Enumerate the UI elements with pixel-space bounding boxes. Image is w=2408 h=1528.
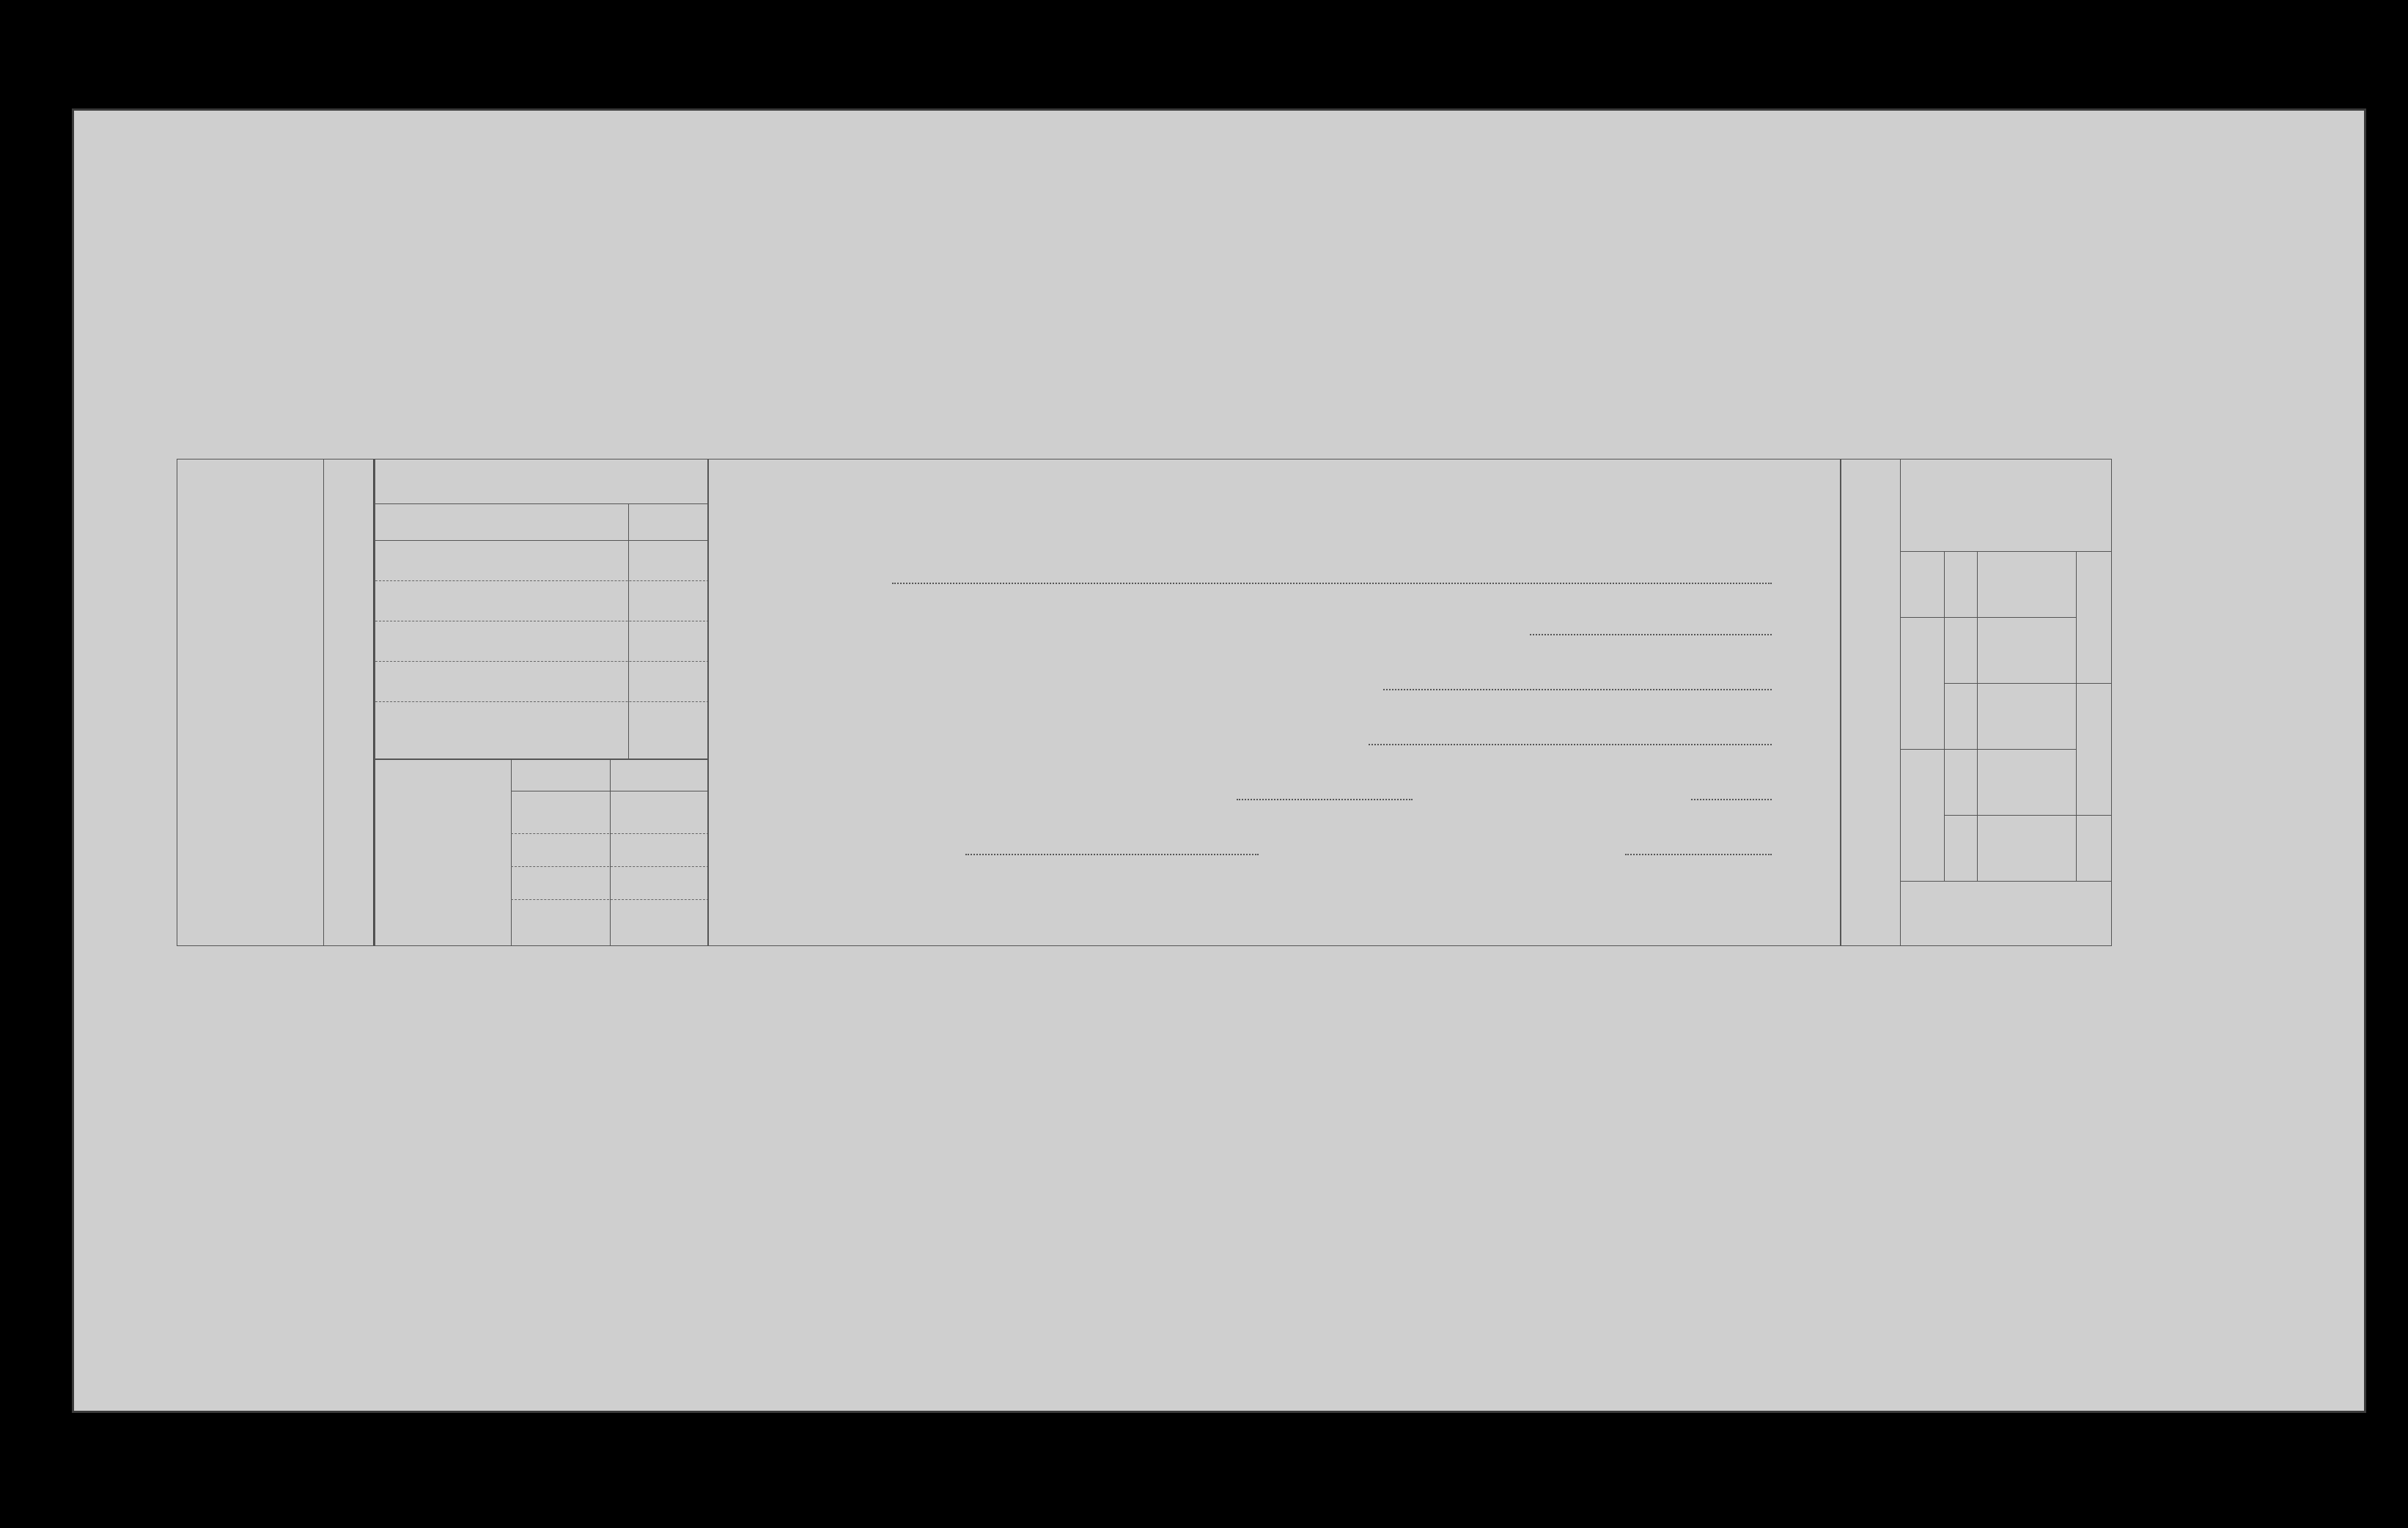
pop-num-138 [2080, 621, 2110, 679]
population-men-vsego [1951, 819, 1973, 877]
population-men [1909, 753, 1938, 877]
middle-section [74, 459, 2364, 946]
trade-block [375, 459, 708, 759]
population-women-vsego [1951, 687, 1973, 745]
pop-num-136 [2080, 753, 2110, 811]
census-card [72, 108, 2366, 1413]
pop-num-137 [2080, 687, 2110, 745]
gardens-block [375, 759, 708, 946]
private-holdings-block [708, 459, 1841, 946]
population-women [1909, 621, 1938, 745]
pop-num-139 [2080, 555, 2110, 613]
population-men-working [1979, 753, 2067, 815]
hired-workers-label-cell [323, 459, 375, 946]
population-block [1841, 459, 2112, 946]
hired-workers-label [330, 481, 371, 921]
population-itogo [1979, 555, 2067, 613]
lease-table [74, 946, 2364, 1411]
top-crop-table [74, 111, 2364, 459]
population-title [1849, 481, 1893, 921]
pop-num-135 [2080, 819, 2110, 877]
population-women-working [1979, 621, 2067, 683]
